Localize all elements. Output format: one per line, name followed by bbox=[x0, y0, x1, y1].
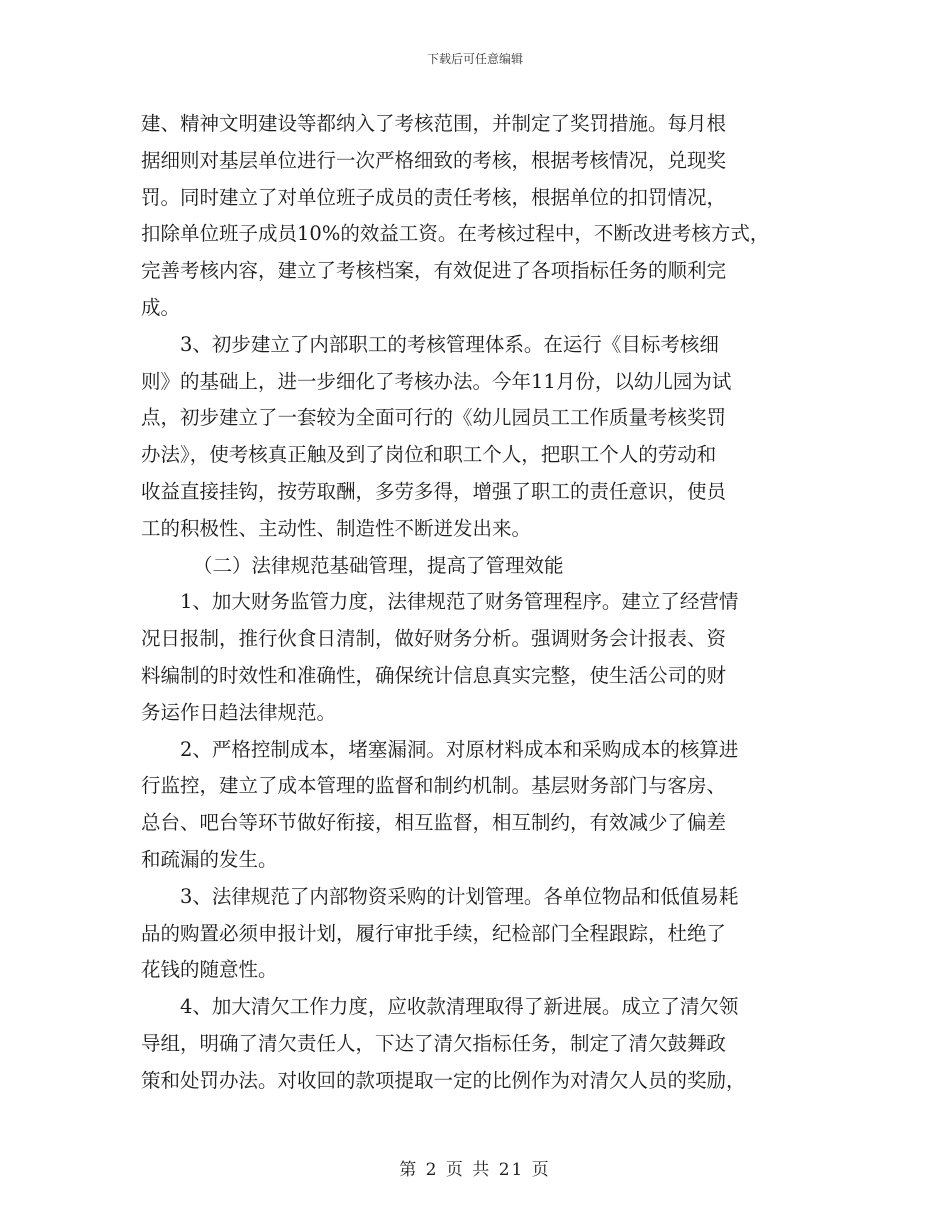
paragraph-line: 据细则对基层单位进行一次严格细致的考核，根据考核情况，兑现奖 bbox=[141, 148, 727, 172]
paragraph-line: 完善考核内容，建立了考核档案，有效促进了各项指标任务的顺利完 bbox=[141, 259, 727, 283]
paragraph-line: 总台、吧台等环节做好衔接，相互监督，相互制约，有效减少了偏差 bbox=[141, 811, 727, 835]
paragraph-line: 工的积极性、主动性、制造性不断迸发出来。 bbox=[141, 516, 532, 540]
paragraph-line: 和疏漏的发生。 bbox=[141, 847, 278, 871]
paragraph-line: 花钱的随意性。 bbox=[141, 958, 278, 982]
paragraph-line: 品的购置必须申报计划，履行审批手续，纪检部门全程跟踪，杜绝了 bbox=[141, 921, 727, 945]
paragraph-line: 1、加大财务监管力度，法律规范了财务管理程序。建立了经营情 bbox=[180, 590, 739, 614]
paragraph-line: 3、法律规范了内部物资采购的计划管理。各单位物品和低值易耗 bbox=[180, 884, 739, 908]
paragraph-line: 收益直接挂钩，按劳取酬，多劳多得，增强了职工的责任意识，使员 bbox=[141, 479, 727, 503]
document-body bbox=[141, 106, 811, 1100]
paragraph-line: 则》的基础上，进一步细化了考核办法。今年11月份，以幼儿园为试 bbox=[141, 369, 732, 393]
paragraph-line: 罚。同时建立了对单位班子成员的责任考核，根据单位的扣罚情况， bbox=[141, 185, 727, 209]
paragraph-line: 办法》，使考核真正触及到了岗位和职工个人，把职工个人的劳动和 bbox=[141, 443, 717, 467]
paragraph-line: 策和处罚办法。对收回的款项提取一定的比例作为对清欠人员的奖励， bbox=[141, 1068, 746, 1092]
page-footer: 第 2 页 共 21 页 bbox=[399, 1160, 551, 1180]
paragraph-line: 导组，明确了清欠责任人，下达了清欠指标任务，制定了清欠鼓舞政 bbox=[141, 1031, 727, 1055]
paragraph-line: 成。 bbox=[141, 295, 181, 319]
page-header: 下载后可任意编辑 bbox=[426, 52, 523, 66]
paragraph-line: 建、精神文明建设等都纳入了考核范围，并制定了奖罚措施。每月根 bbox=[141, 112, 727, 135]
paragraph-line: 况日报制，推行伙食日清制，做好财务分析。强调财务会计报表、资 bbox=[141, 627, 727, 651]
paragraph-line: 点，初步建立了一套较为全面可行的《幼儿园员工工作质量考核奖罚 bbox=[141, 406, 727, 430]
paragraph-line: 3、初步建立了内部职工的考核管理体系。在运行《目标考核细 bbox=[180, 332, 719, 356]
section-heading: （二）法律规范基础管理，提高了管理效能 bbox=[193, 553, 564, 577]
paragraph-line: 2、严格控制成本，堵塞漏洞。对原材料成本和采购成本的核算进 bbox=[180, 737, 739, 761]
paragraph-line: 4、加大清欠工作力度，应收款清理取得了新进展。成立了清欠领 bbox=[180, 995, 739, 1019]
paragraph-line: 扣除单位班子成员10%的效益工资。在考核过程中，不断改进考核方式， bbox=[141, 222, 770, 246]
paragraph-line: 行监控，建立了成本管理的监督和制约机制。基层财务部门与客房、 bbox=[141, 774, 727, 798]
paragraph-line: 料编制的时效性和准确性，确保统计信息真实完整，使生活公司的财 bbox=[141, 663, 727, 687]
paragraph-line: 务运作日趋法律规范。 bbox=[141, 700, 337, 724]
